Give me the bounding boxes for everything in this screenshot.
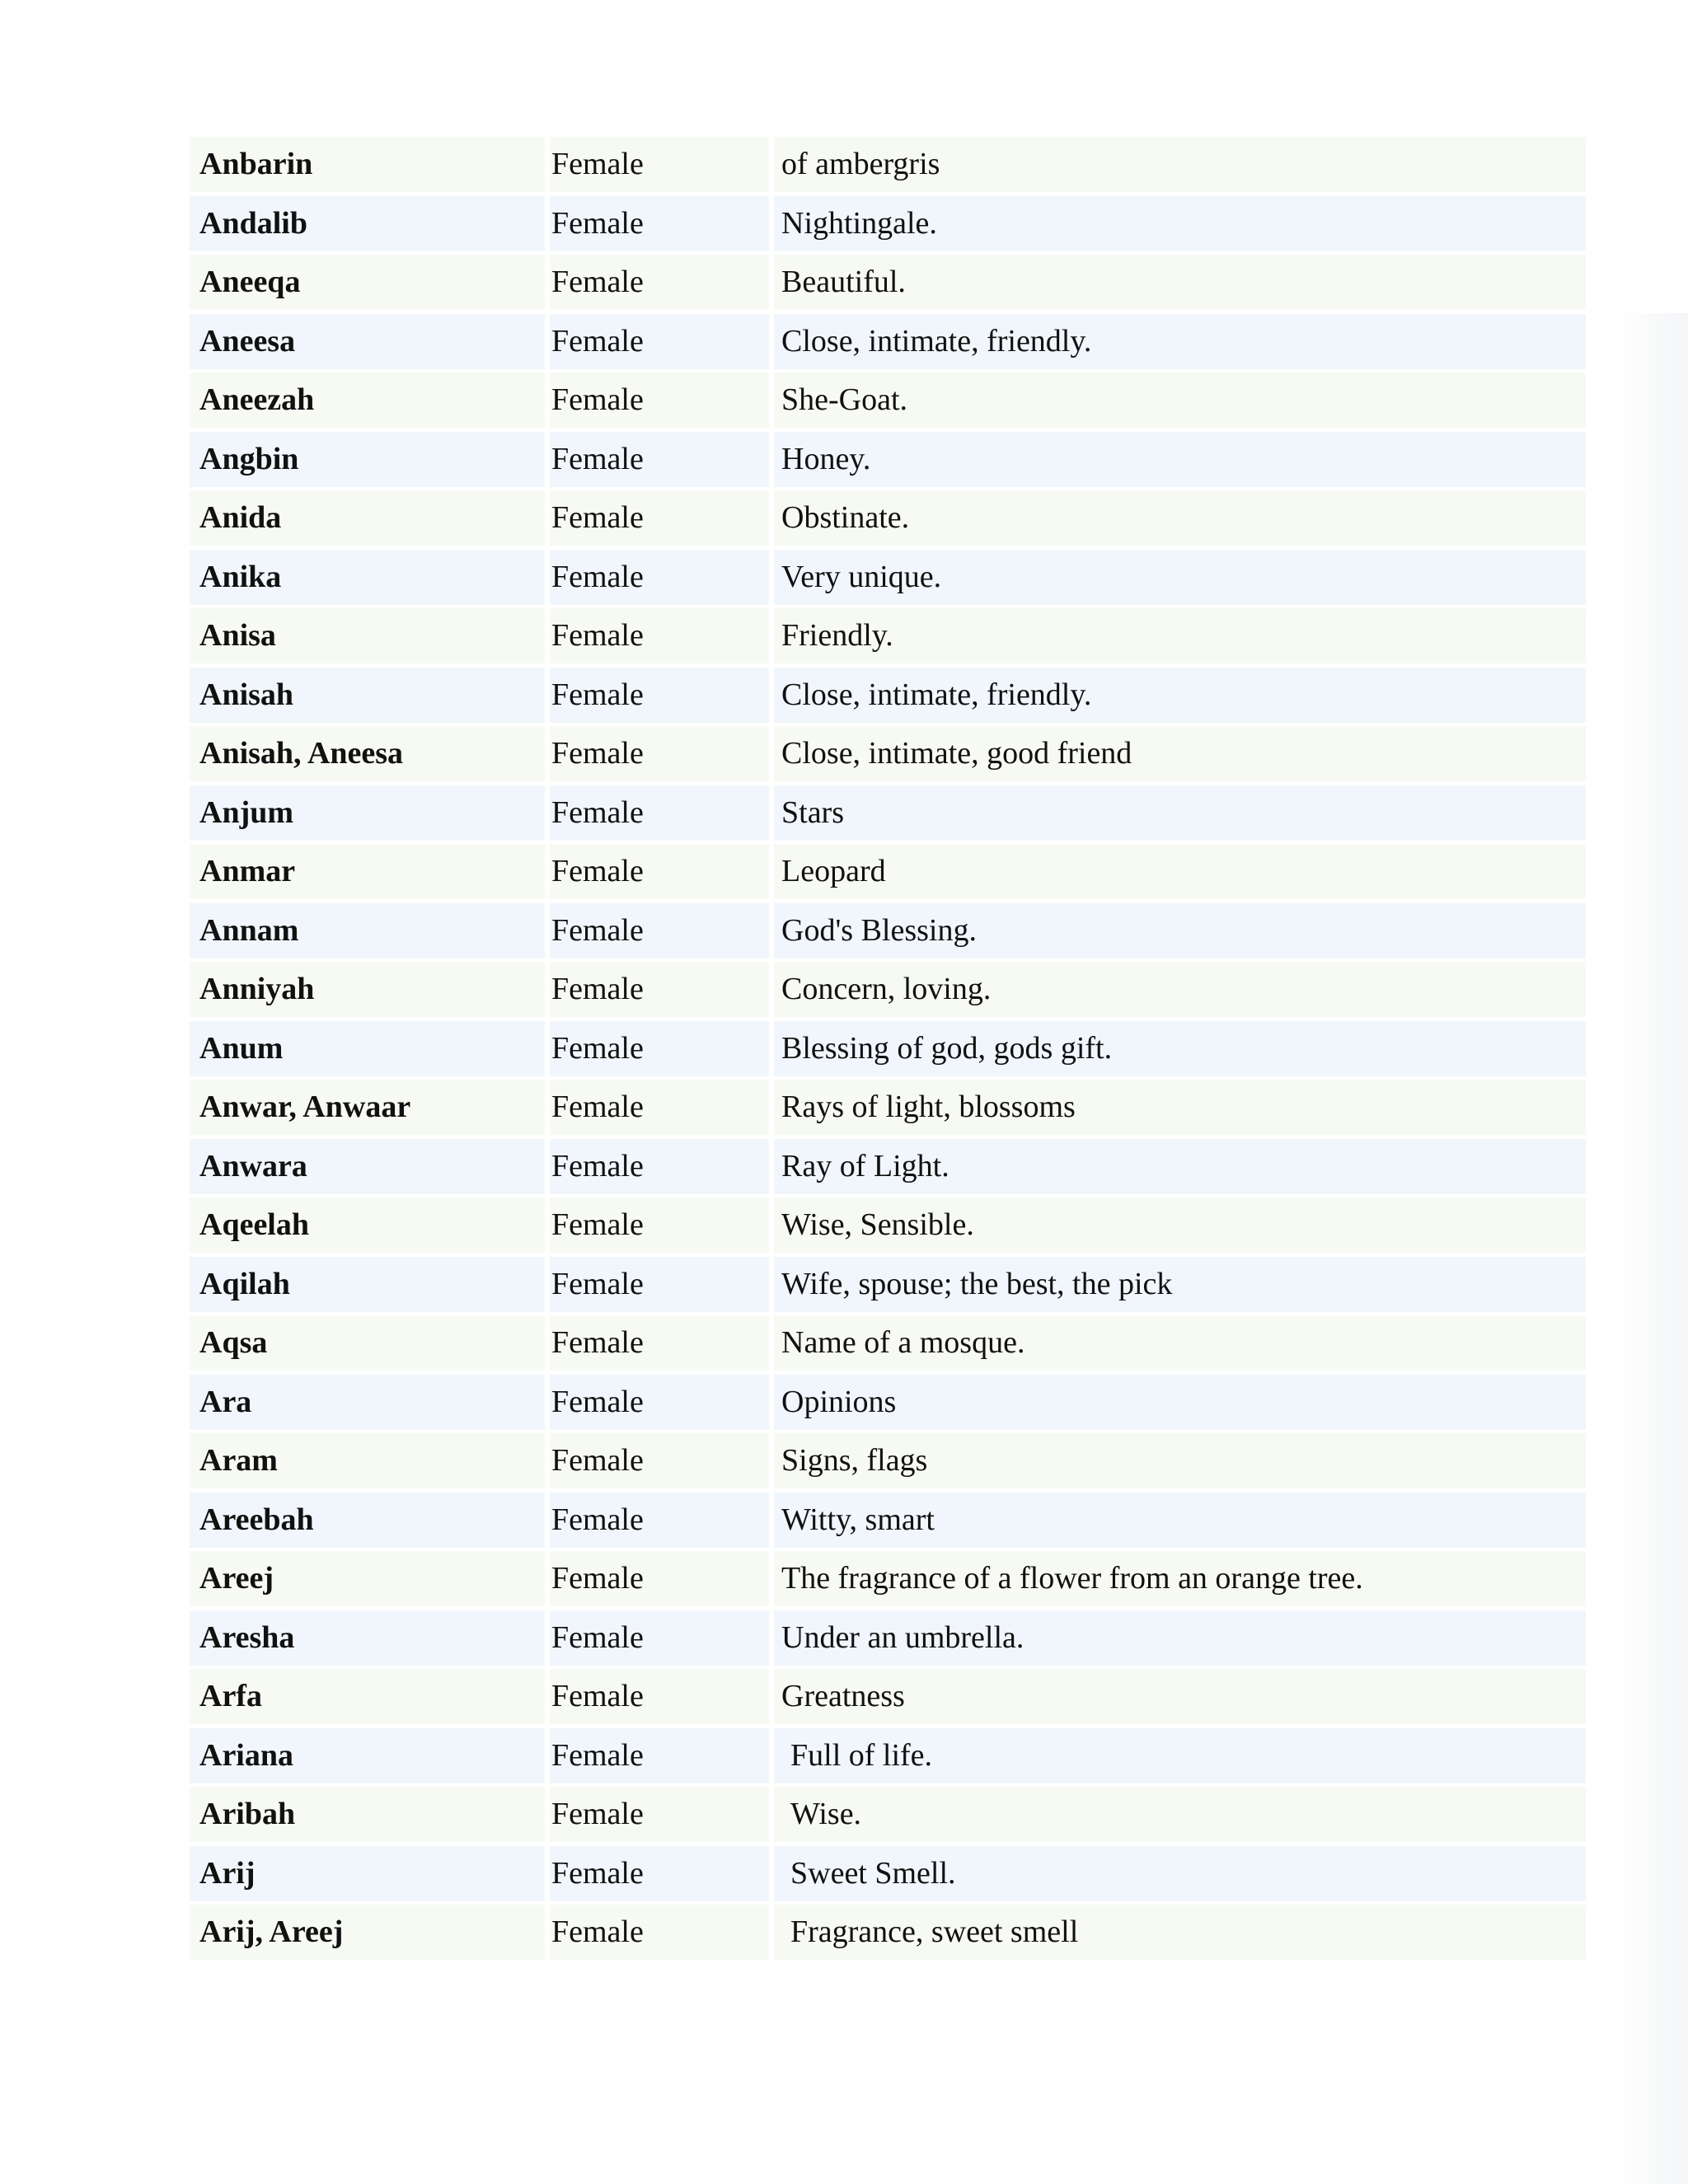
name-cell: Anwar, Anwaar [190, 1080, 545, 1135]
name-cell: Anniyah [190, 962, 545, 1017]
meaning-cell: Under an umbrella. [774, 1610, 1586, 1666]
table-row [190, 668, 1586, 723]
meaning-cell: Concern, loving. [774, 962, 1586, 1017]
meaning-cell: Opinions [774, 1375, 1586, 1430]
table-row [190, 726, 1586, 781]
table-row [190, 903, 1586, 958]
name-cell: Ariana [190, 1728, 545, 1783]
name-cell: Anwara [190, 1139, 545, 1194]
table-row [190, 1080, 1586, 1135]
gender-cell: Female [550, 314, 769, 369]
name-cell: Anida [190, 490, 545, 546]
gender-cell: Female [550, 196, 769, 251]
gender-cell: Female [550, 373, 769, 428]
meaning-cell: Nightingale. [774, 196, 1586, 251]
gender-cell: Female [550, 608, 769, 663]
gender-cell: Female [550, 490, 769, 546]
name-cell: Anmar [190, 844, 545, 899]
meaning-cell: Witty, smart [774, 1493, 1586, 1548]
table-row [190, 1139, 1586, 1194]
name-cell: Aqsa [190, 1315, 545, 1371]
name-cell: Aribah [190, 1787, 545, 1842]
table-row [190, 1787, 1586, 1842]
table-row [190, 1433, 1586, 1488]
name-cell: Anisah, Aneesa [190, 726, 545, 781]
meaning-cell: Friendly. [774, 608, 1586, 663]
table-row [190, 608, 1586, 663]
name-cell: Anbarin [190, 137, 545, 192]
names-table [190, 137, 1586, 1964]
gender-cell: Female [550, 962, 769, 1017]
table-row [190, 314, 1586, 369]
table-row [190, 962, 1586, 1017]
table-row [190, 490, 1586, 546]
gender-cell: Female [550, 255, 769, 310]
meaning-cell: of ambergris [774, 137, 1586, 192]
gender-cell: Female [550, 1787, 769, 1842]
table-row [190, 1375, 1586, 1430]
name-cell: Aram [190, 1433, 545, 1488]
name-cell: Andalib [190, 196, 545, 251]
meaning-cell: Close, intimate, friendly. [774, 314, 1586, 369]
page-edge-shadow [1611, 313, 1688, 2184]
meaning-cell: Ray of Light. [774, 1139, 1586, 1194]
gender-cell: Female [550, 432, 769, 487]
table-row [190, 1551, 1586, 1606]
name-cell: Aqilah [190, 1257, 545, 1312]
name-cell: Aqeelah [190, 1197, 545, 1253]
gender-cell: Female [550, 844, 769, 899]
gender-cell: Female [550, 1257, 769, 1312]
meaning-cell: God's Blessing. [774, 903, 1586, 958]
table-row [190, 1846, 1586, 1901]
table-row [190, 1905, 1586, 1960]
meaning-cell: Obstinate. [774, 490, 1586, 546]
table-row [190, 1610, 1586, 1666]
gender-cell: Female [550, 1021, 769, 1076]
name-cell: Anum [190, 1021, 545, 1076]
meaning-cell: Beautiful. [774, 255, 1586, 310]
table-row [190, 1728, 1586, 1783]
name-cell: Anika [190, 550, 545, 605]
meaning-cell: Wise. [774, 1787, 1586, 1842]
name-cell: Angbin [190, 432, 545, 487]
table-row [190, 1257, 1586, 1312]
gender-cell: Female [550, 137, 769, 192]
name-cell: Anjum [190, 785, 545, 841]
gender-cell: Female [550, 1080, 769, 1135]
meaning-cell: Sweet Smell. [774, 1846, 1586, 1901]
gender-cell: Female [550, 1493, 769, 1548]
table-row [190, 373, 1586, 428]
gender-cell: Female [550, 1728, 769, 1783]
name-cell: Aresha [190, 1610, 545, 1666]
gender-cell: Female [550, 903, 769, 958]
meaning-cell: The fragrance of a flower from an orange tree. [774, 1551, 1586, 1606]
table-row [190, 1315, 1586, 1371]
gender-cell: Female [550, 1610, 769, 1666]
meaning-cell: Greatness [774, 1669, 1586, 1724]
meaning-cell: Name of a mosque. [774, 1315, 1586, 1371]
gender-cell: Female [550, 1669, 769, 1724]
meaning-cell: Signs, flags [774, 1433, 1586, 1488]
name-cell: Aneesa [190, 314, 545, 369]
gender-cell: Female [550, 668, 769, 723]
meaning-cell: Honey. [774, 432, 1586, 487]
gender-cell: Female [550, 726, 769, 781]
name-cell: Arij [190, 1846, 545, 1901]
table-row [190, 1021, 1586, 1076]
meaning-cell: Fragrance, sweet smell [774, 1905, 1586, 1960]
meaning-cell: She-Goat. [774, 373, 1586, 428]
meaning-cell: Rays of light, blossoms [774, 1080, 1586, 1135]
name-cell: Annam [190, 903, 545, 958]
gender-cell: Female [550, 1315, 769, 1371]
table-row [190, 432, 1586, 487]
gender-cell: Female [550, 1197, 769, 1253]
name-cell: Aneezah [190, 373, 545, 428]
name-cell: Anisah [190, 668, 545, 723]
meaning-cell: Full of life. [774, 1728, 1586, 1783]
gender-cell: Female [550, 550, 769, 605]
gender-cell: Female [550, 1905, 769, 1960]
table-row [190, 785, 1586, 841]
name-cell: Aneeqa [190, 255, 545, 310]
gender-cell: Female [550, 1551, 769, 1606]
name-cell: Ara [190, 1375, 545, 1430]
gender-cell: Female [550, 1846, 769, 1901]
gender-cell: Female [550, 1139, 769, 1194]
table-row [190, 1197, 1586, 1253]
name-cell: Anisa [190, 608, 545, 663]
table-row [190, 196, 1586, 251]
meaning-cell: Wise, Sensible. [774, 1197, 1586, 1253]
name-cell: Arij, Areej [190, 1905, 545, 1960]
meaning-cell: Stars [774, 785, 1586, 841]
meaning-cell: Leopard [774, 844, 1586, 899]
gender-cell: Female [550, 785, 769, 841]
meaning-cell: Close, intimate, friendly. [774, 668, 1586, 723]
table-row [190, 1493, 1586, 1548]
name-cell: Areebah [190, 1493, 545, 1548]
table-row [190, 137, 1586, 192]
table-row [190, 844, 1586, 899]
gender-cell: Female [550, 1375, 769, 1430]
meaning-cell: Wife, spouse; the best, the pick [774, 1257, 1586, 1312]
name-cell: Arfa [190, 1669, 545, 1724]
meaning-cell: Very unique. [774, 550, 1586, 605]
name-cell: Areej [190, 1551, 545, 1606]
table-row [190, 550, 1586, 605]
meaning-cell: Blessing of god, gods gift. [774, 1021, 1586, 1076]
meaning-cell: Close, intimate, good friend [774, 726, 1586, 781]
table-row [190, 255, 1586, 310]
table-row [190, 1669, 1586, 1724]
gender-cell: Female [550, 1433, 769, 1488]
